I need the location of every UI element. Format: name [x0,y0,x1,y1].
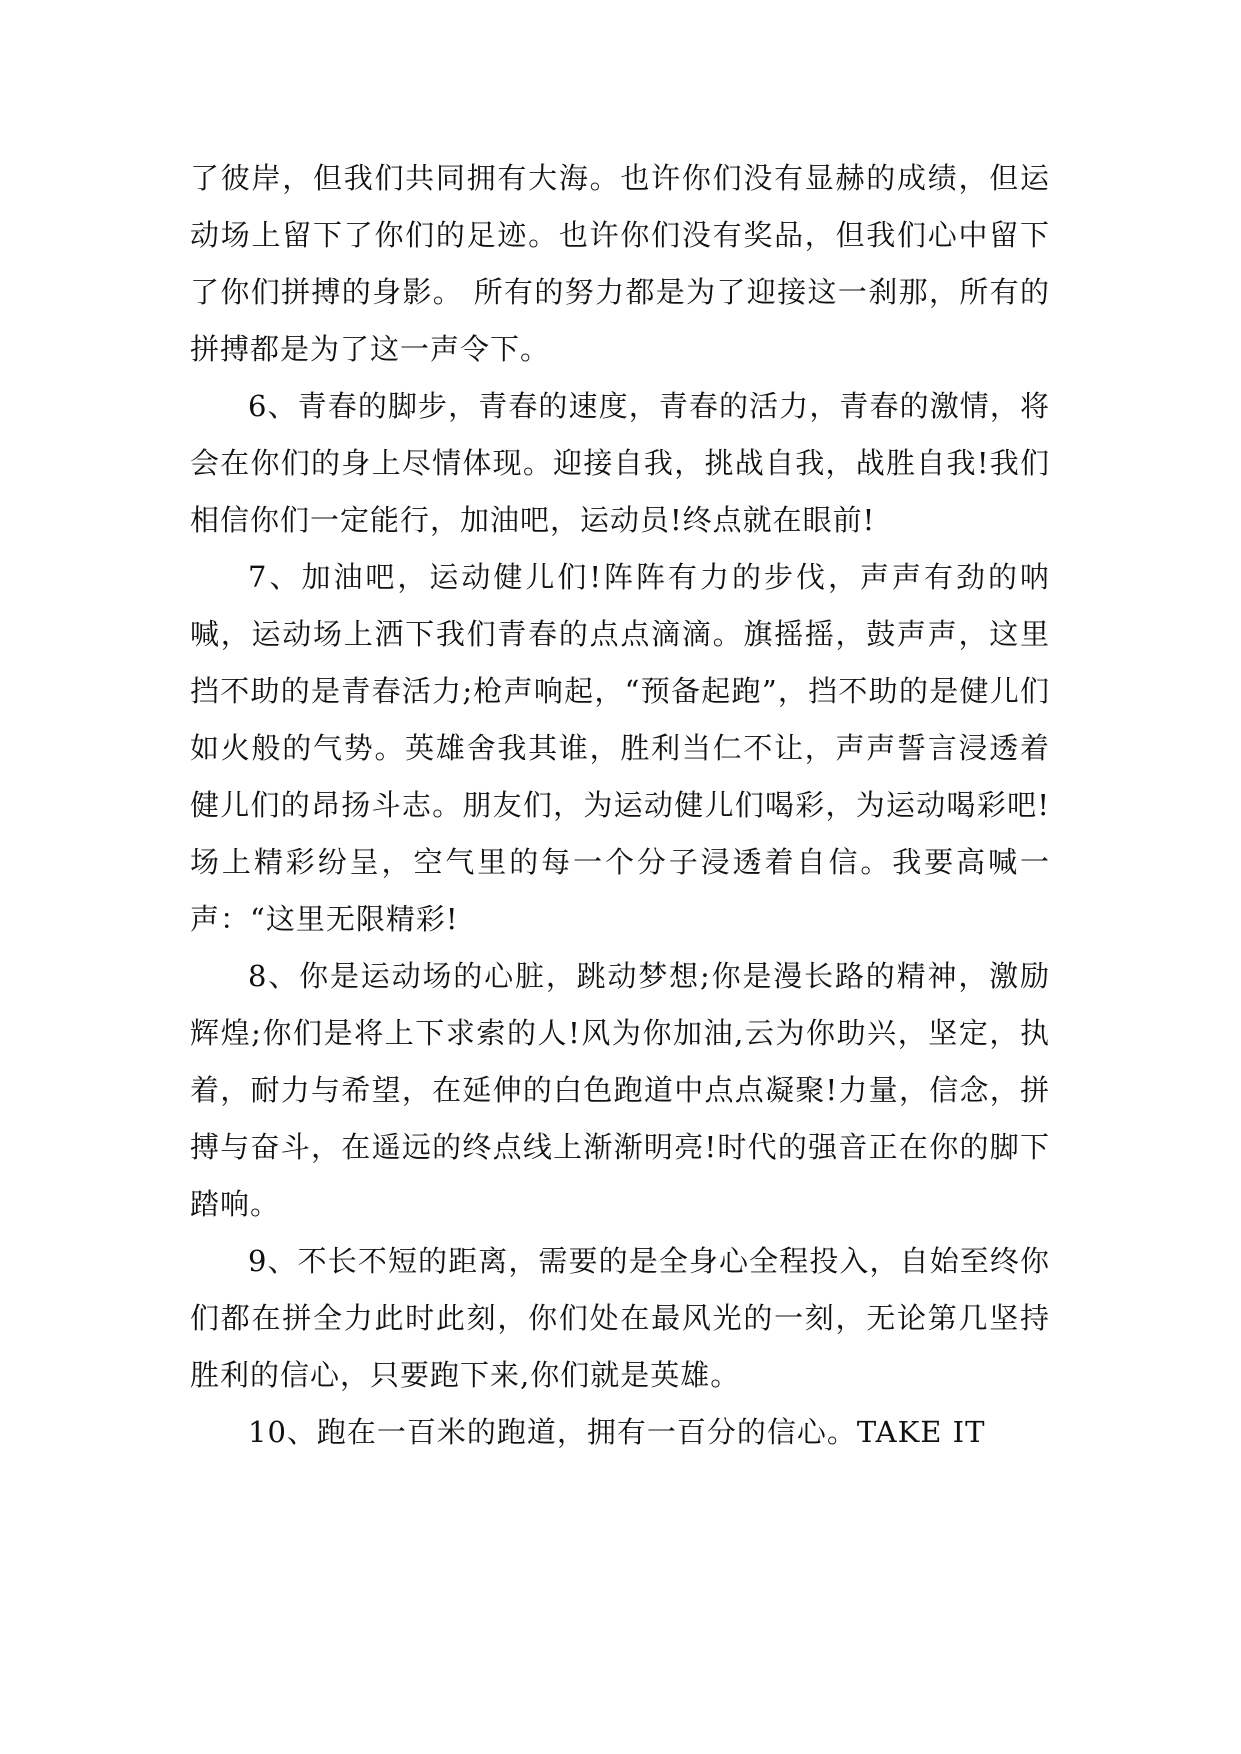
paragraph-6: 6、青春的脚步，青春的速度，青春的活力，青春的激情，将会在你们的身上尽情体现。迎接自我，挑战自我，战胜自我!我们相信你们一定能行，加油吧，运动员!终点就在眼前! [190,389,1050,537]
paragraph-continuation: 了彼岸，但我们共同拥有大海。也许你们没有显赫的成绩，但运动场上留下了你们的足迹。也许你们没有奖品，但我们心中留下了你们拼搏的身影。 所有的努力都是为了迎接这一刹那，所有的拼搏都是为了这一声令下。 [190,161,1050,366]
paragraph-7: 7、加油吧，运动健儿们!阵阵有力的步伐，声声有劲的呐喊，运动场上洒下我们青春的点点滴滴。旗摇摇，鼓声声，这里挡不助的是青春活力;枪声响起，“预备起跑”，挡不助的是健儿们如火般的气势。英雄舍我其谁，胜利当仁不让，声声誓言浸透着健儿们的昂扬斗志。朋友们，为运动健儿们喝彩，为运动喝彩吧!场上精彩纷呈，空气里的每一个分子浸透着自信。我要高喊一声：“这里无限精彩! [190,560,1050,936]
paragraph-10: 10、跑在一百米的跑道，拥有一百分的信心。TAKE IT [248,1415,986,1449]
body-text [190,150,1050,1461]
paragraph-8: 8、你是运动场的心脏，跳动梦想;你是漫长路的精神，激励辉煌;你们是将上下求索的人!风为你加油,云为你助兴，坚定，执着，耐力与希望，在延伸的白色跑道中点点凝聚!力量，信念，拼搏与奋斗，在遥远的终点线上渐渐明亮!时代的强音正在你的脚下踏响。 [190,959,1050,1221]
paragraph-9: 9、不长不短的距离，需要的是全身心全程投入，自始至终你们都在拼全力此时此刻，你们处在最风光的一刻，无论第几坚持胜利的信心，只要跑下来,你们就是英雄。 [190,1244,1050,1392]
